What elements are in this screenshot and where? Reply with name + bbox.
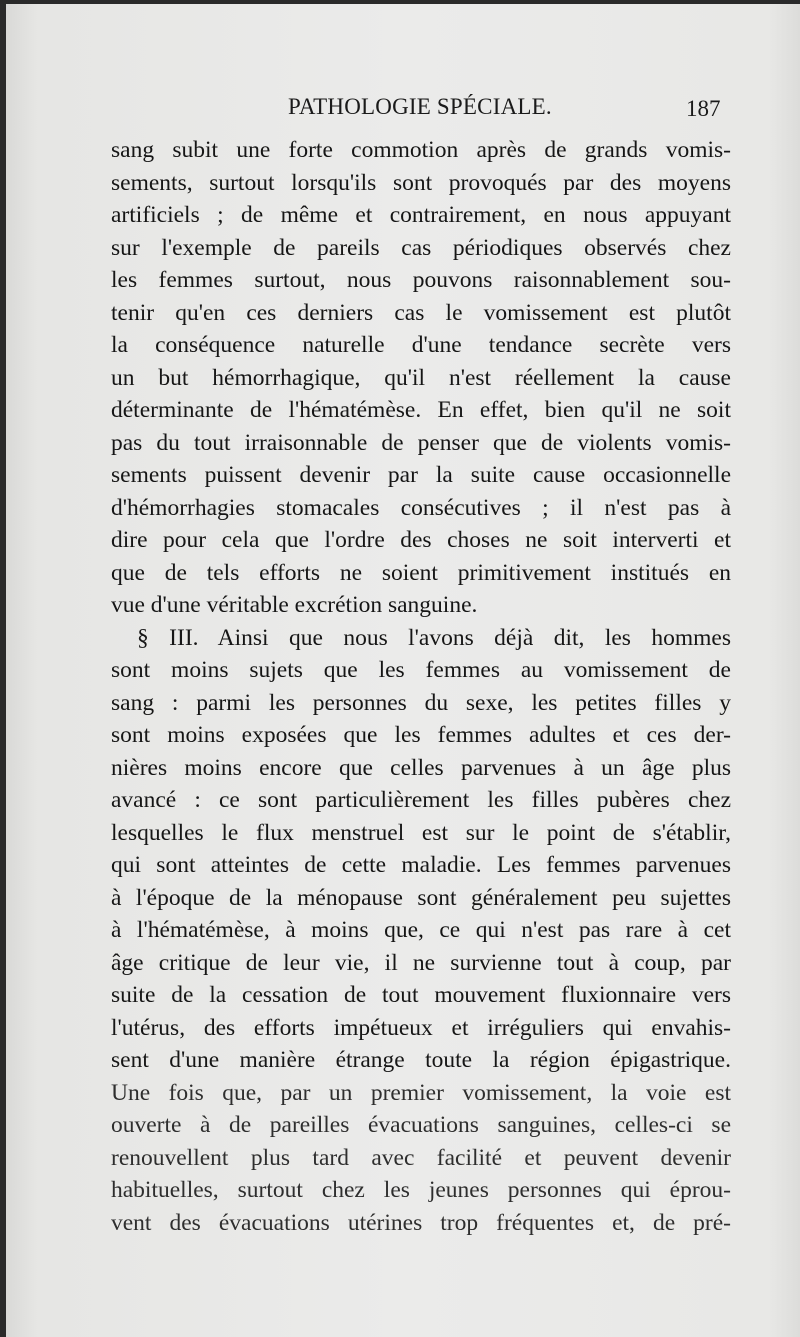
- text-line-10: pas du tout irraisonnable de penser que de violents vomis-: [111, 429, 731, 456]
- text-line-8: un but hémorrhagique, qu'il n'est réellement la cause: [111, 364, 731, 391]
- text-line-30: Une fois que, par un premier vomissement, la voie est: [111, 1079, 731, 1106]
- text-line-12: d'hémorrhagies stomacales consécutives ; il n'est pas à: [111, 494, 731, 521]
- text-line-26: âge critique de leur vie, il ne survienne tout à coup, par: [111, 949, 731, 976]
- text-line-32: renouvellent plus tard avec facilité et peuvent devenir: [111, 1144, 731, 1171]
- text-line-15: vue d'une véritable excrétion sanguine.: [111, 592, 478, 618]
- faded-text-block: [111, 1077, 731, 1240]
- text-line-9: déterminante de l'hématémèse. En effet, bien qu'il ne soit: [111, 397, 731, 423]
- text-line-34: vent des évacuations utérines trop fréquentes et, de pré-: [111, 1209, 731, 1236]
- text-line-17: sont moins sujets que les femmes au vomissement de: [111, 657, 731, 683]
- text-line-6: tenir qu'en ces derniers cas le vomissement est plutôt: [111, 299, 731, 326]
- text-line-18: sang : parmi les personnes du sexe, les petites filles y: [111, 689, 731, 716]
- text-line-25: à l'hématémèse, à moins que, ce qui n'est pas rare à cet: [111, 917, 731, 943]
- text-line-1: sang subit une forte commotion après de grands vomis-: [111, 137, 731, 163]
- text-line-31: ouverte à de pareilles évacuations sanguines, celles-ci se: [111, 1112, 731, 1138]
- running-title: PATHOLOGIE SPÉCIALE.: [288, 94, 552, 119]
- text-line-7: la conséquence naturelle d'une tendance secrète vers: [111, 332, 731, 358]
- text-line-33: habituelles, surtout chez les jeunes personnes qui éprou-: [111, 1177, 731, 1203]
- text-line-22: lesquelles le flux menstruel est sur le point de s'établir,: [111, 819, 731, 846]
- text-line-23: qui sont atteintes de cette maladie. Les femmes parvenues: [111, 852, 731, 878]
- text-line-11: sements puissent devenir par la suite cause occasionnelle: [111, 462, 731, 488]
- text-line-13: dire pour cela que l'ordre des choses ne soit interverti et: [111, 527, 731, 553]
- text-line-3: artificiels ; de même et contrairement, en nous appuyant: [111, 202, 731, 228]
- text-line-19: sont moins exposées que les femmes adultes et ces der-: [111, 722, 731, 748]
- body-text: [111, 134, 731, 1239]
- text-line-24: à l'époque de la ménopause sont généralement peu sujettes: [111, 884, 731, 911]
- page-header: [6, 94, 800, 130]
- text-line-5: les femmes surtout, nous pouvons raisonnablement sou-: [111, 267, 731, 293]
- book-page: [6, 4, 800, 1337]
- text-line-27: suite de la cessation de tout mouvement fluxionnaire vers: [111, 982, 731, 1008]
- text-line-21: avancé : ce sont particulièrement les filles pubères chez: [111, 787, 731, 813]
- text-line-4: sur l'exemple de pareils cas périodiques observés chez: [111, 234, 731, 261]
- text-line-20: nières moins encore que celles parvenues à un âge plus: [111, 754, 731, 781]
- text-line-29: sent d'une manière étrange toute la région épigastrique.: [111, 1047, 731, 1073]
- text-line-14: que de tels efforts ne soient primitivement institués en: [111, 559, 731, 586]
- paragraph-start-line: § III. Ainsi que nous l'avons déjà dit, les hommes: [137, 624, 731, 651]
- text-line-2: sements, surtout lorsqu'ils sont provoqués par des moyens: [111, 169, 731, 196]
- text-line-28: l'utérus, des efforts impétueux et irréguliers qui envahis-: [111, 1014, 731, 1041]
- page-number: 187: [686, 96, 721, 121]
